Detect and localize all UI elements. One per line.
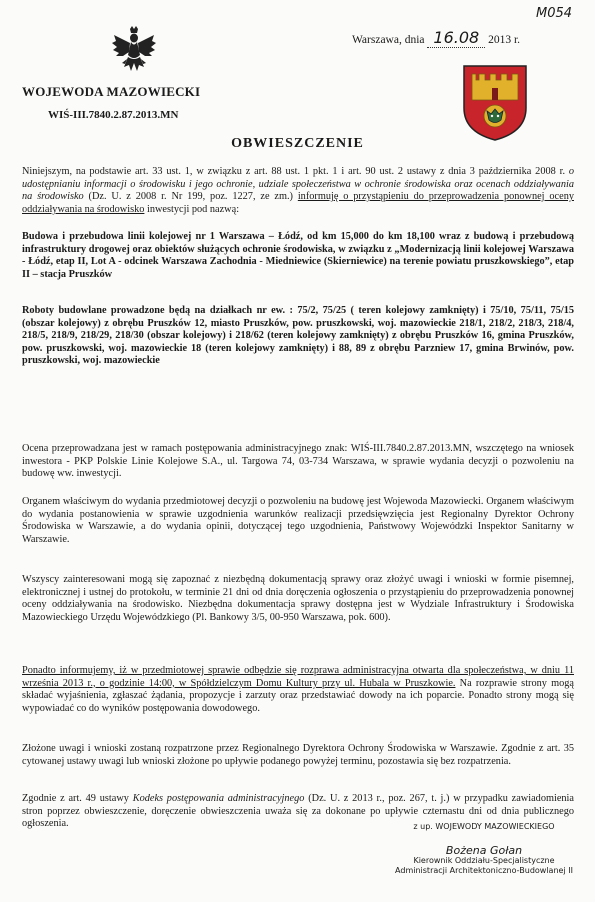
plots-paragraph: Roboty budowlane prowadzone będą na działkach nr ew. : 75/2, 75/25 ( teren kolejowy zamknięty) i 75/10, 75/11, 75/15 (obszar kolejowy) z obrębu Pruszków 12, miasto Pruszków, pow. pruszkowski, woj. mazowieckie 218/1, 218/2, 218/3, 218/4, 218/5, 218/9, 218/29, 218/30 (obszar kolejowy) i 218/62 (teren kolejowy zamknięty) z obrębu Pruszków 16, gmina Pruszków, pow. pruszkowski, woj. mazowieckie 18 (teren kolejowy zamknięty) i 88, 89 z obrębu Parzniew 17, gmina Brwinów, pow. pruszkowski, woj. mazowieckie [22, 305, 574, 367]
code-title: Kodeks postępowania administracyjnego [132, 793, 305, 804]
review-paragraph: Złożone uwagi i wnioski zostaną rozpatrzone przez Regionalnego Dyrektora Ochrony Środowiska w Warszawie. Zgodnie z art. 35 cytowanej ustawy uwagi lub wnioski złożone po upływie podanego powyżej terminu, pozostawia się bez rozpatrzenia. [22, 743, 574, 767]
authority-paragraph: Organem właściwym do wydania przedmiotowej decyzji o pozwoleniu na budowę jest Wojewoda Mazowiecki. Organem właściwym do wydania postanowienia w sprawie uzgodnienia warunków realizacji przedsięwzięcia jest Regionalny Dyrektor Ochrony Środowiska w Warszawie, a do wydania opinii, dotyczącej tego uzgodnienia, Państwowy Wojewódzki Inspektor Sanitarny w Warszawie. [22, 496, 574, 545]
hearing-paragraph [22, 665, 574, 715]
polish-eagle-emblem [110, 25, 158, 77]
delivery-text: (Dz. U. z 2013 r., poz. 267, t. j.) w przypadku zawiadomienia stron poprzez obwieszczenie, doręczenie obwieszczenia uważa się za dokonane po upływie czternastu dni od dnia publicznego ogłoszenia. [22, 793, 574, 830]
access-paragraph: Wszyscy zainteresowani mogą się zapoznać z niezbędną dokumentacją sprawy oraz złożyć uwagi i wnioski w formie pisemnej, elektronicznej i ustnej do protokołu, w terminie 21 dni od dnia doręczenia ogłoszenia o przystąpieniu do przeprowadzenia ponownej oceny oddziaływania na środowisko. Niezbędna dokumentacja sprawy dostępna jest w Wydziale Infrastruktury i Środowiska Mazowieckiego Urzędu Wojewódzkiego (Pl. Bankowy 3/5, 00-950 Warszawa, pok. 600). [22, 574, 574, 623]
signatory-name: Bożena Gołan [445, 844, 523, 857]
investment-lead: inwestycji pod nazwą: [144, 203, 240, 215]
notice-title: OBWIESZCZENIE [231, 136, 364, 151]
act-title: o udostępnianiu informacji o środowisku i jego ochronie, udziale społeczeństwa w ochronie środowiska oraz ocenach oddziaływania na środowisko [22, 166, 574, 203]
announcement-text: informuję o przystąpieniu do przeprowadzenia ponownej oceny oddziaływania na środowisko [22, 191, 574, 215]
procedure-paragraph: Ocena przeprowadzana jest w ramach postępowania administracyjnego znak: WIŚ-III.7840.2.87.2013.MN, wszczętego na wniosek inwestora - PKP Polskie Linie Kolejowe S.A., ul. Targowa 74, 03-734 Warszawa, w sprawie wydania decyzji o pozwoleniu na budowę ww. inwestycji. [22, 443, 574, 480]
pruszkow-coat-of-arms [462, 64, 528, 142]
handwritten-reference: M054 [536, 6, 573, 21]
date-handwritten: 16.08 [427, 28, 485, 48]
signatory-position: Kierownik Oddziału-Specjalistyczne [413, 856, 555, 865]
date-suffix: 2013 r. [488, 34, 521, 46]
delivery-lead: Zgodnie z art. 49 ustawy [22, 793, 133, 804]
signature-stamp [384, 822, 584, 876]
hearing-announcement: Ponadto informujemy, iż w przedmiotowej sprawie odbędzie się rozprawa administracyjna otwarta dla społeczeństwa, w dniu 11 września 2013 r., o godzinie 14:00, w Spółdzielczym Domu Kultury przy ul. Hubala w Pruszkowie. [22, 665, 574, 689]
date-prefix: Warszawa, dnia [352, 34, 425, 46]
intro-paragraph [22, 166, 574, 216]
stamp-authorization: z up. WOJEWODY MAZOWIECKIEGO [413, 822, 555, 831]
document-date [352, 28, 520, 47]
act-reference: (Dz. U. z 2008 r. Nr 199, poz. 1227, ze zm.) [83, 191, 298, 203]
case-signature: WIŚ-III.7840.2.87.2013.MN [48, 109, 179, 121]
hearing-rights: Na rozprawie strony mogą składać wyjaśnienia, zgłaszać żądania, propozycje i zarzuty oraz przedstawiać dowody na ich poparcie. Ponadto strony mogą się wypowiadać co do wyników postępowania dowodowego. [22, 677, 574, 714]
signatory-department: Administracji Architektoniczno-Budowlanej II [395, 866, 573, 875]
investment-name: Budowa i przebudowa linii kolejowej nr 1 Warszawa – Łódź, od km 15,000 do km 18,100 wraz z budową i przebudową infrastruktury drogowej oraz obiektów służących ochronie środowiska, w związku z „Modernizacją linii kolejowej Warszawa - Łódź, etap II, Lot A - odcinek Warszawa Zachodnia - Miedniewice (Skierniewice) na terenie powiatu pruszkowskiego”, etap II – stacja Pruszków [22, 231, 574, 280]
authority-name: WOJEWODA MAZOWIECKI [22, 84, 201, 99]
intro-text: Niniejszym, na podstawie art. 33 ust. 1, w związku z art. 88 ust. 1 pkt. 1 i art. 90 ust. 2 ustawy z dnia 3 października 2008 r. [22, 166, 569, 177]
